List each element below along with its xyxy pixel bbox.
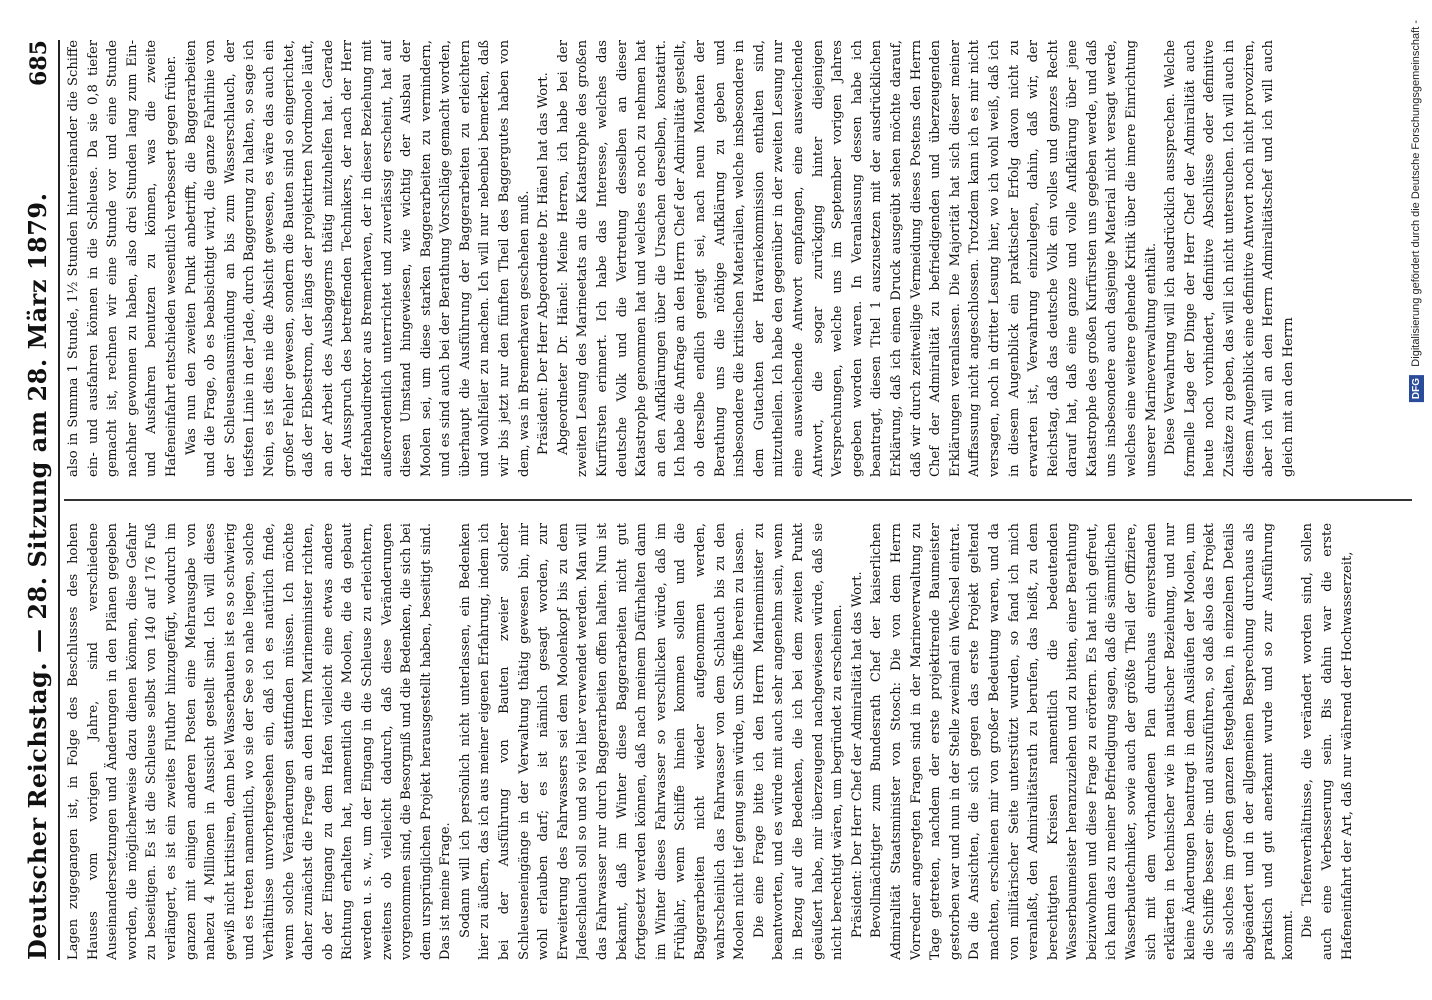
right-column	[64, 40, 1412, 477]
paragraph: Bevollmächtigter zum Bundesrath Chef der kaiserlichen Admiralität Staatsminister von Stosch: Die von dem Herrn Vorredner angeregten Fragen sind in der Marineverwaltung zu Tage getreten, nachdem der erste projektirende Baumeister gestorben war und nun in der Stelle zweimal ein Wechsel eintrat. Da die Ansichten, die sich gegen das erste Projekt geltend machten, erschienen mir von großer Bedeutung waren, und da von militärischer Seite unterstützt wurden, so fand ich mich veranlaßt, den Admiralitätsrath zu berufen, das heißt, zu dem berechtigten Kreisen namentlich die bedeutenden Wasserbaumeister heranzuziehen und zu bitten, einer Berathung beizuwohnen und diese Frage zu erörtern. Es hat mich gefreut, ich kann das zu meiner Befriedigung sagen, daß die sämmtlichen Wasserbautechniker, sowie auch der größte Theil der Offiziere, sich mit dem vorhandenen Plan durchaus einverstanden erklärten in technischer wie in nautischer Beziehung, und nur kleine Änderungen beantragt in dem Ausläufen der Moolen, um die Schiffe besser ein- und auszuführen, so daß also das Projekt als solches im großen ganzen festgehalten, in einzelnen Details abgeändert und in der allgemeinen Besprechung durchaus als praktisch und gut anerkannt wurde und so zur Ausführung kommt.	[869, 523, 1296, 960]
left-column	[64, 523, 1412, 960]
running-header	[18, 40, 60, 960]
paragraph: also in Summa 1 Stunde, 1½ Stunden hintereinander die Schiffe ein- und ausfahren können in die Schleuse. Da sie 0,8 tiefer gemacht ist, rechnen wir eine Stunde vor und eine Stunde nachher gewonnen zu haben, also drei Stunden lang zum Ein- und Ausfahren benutzen zu können, was die zweite Hafeneinfahrt entschieden wesentlich verbessert gegen früher.	[66, 40, 179, 477]
header-title: Deutscher Reichstag. — 28. Sitzung am 28. März 1879.	[23, 192, 52, 960]
column-rule	[64, 499, 1412, 501]
text-columns	[64, 40, 1412, 960]
paragraph: Die eine Frage bitte ich den Herrn Marineminister zu beantworten, und es würde mit auch sehr angenehm sein, wenn in Bezug auf die Bedenken, die ich bei dem zweiten Punkt geäußert habe, mir überzeugend nachgewiesen würde, daß sie nicht berechtigt wären, um begründet zu erscheinen.	[751, 523, 846, 960]
paragraph: Diese Verwahrung will ich ausdrücklich aussprechen. Welche formelle Lage der Dinge der Herr Chef der Admiralität auch heute noch vorhindert, definitive Abschlüsse oder definitive Zusätze zu geben, das will ich nicht untersuchen. Ich will auch in diesem Augenblick eine definitive Antwort noch nicht provoziren, aber ich will an den Herrn Admiralitätschef und ich will auch gleich mit an den Herrn	[1163, 40, 1296, 477]
speaker-paragraph: Präsident: Der Herr Chef der Admiralität hat das Wort.	[849, 571, 865, 938]
page-number: 685	[26, 40, 52, 86]
paragraph: Sodann will ich persönlich nicht unterlassen, ein Bedenken hier zu äußern, das ich aus meiner eigenen Erfahrung, indem ich bei der Ausführung von Bauten zweier solcher Schleuseneingänge in der Verwaltung thätig gewesen bin, mir wohl erlauben darf; es ist nämlich gesagt worden, zur Erweiterung des Fahrwassers sei dem Moolenkopf bis zu dem Jadeschlauch soll so und so viel hier verwendet werden. Man will das Fahrwasser nur durch Baggerarbeiten offen halten. Nun ist bekannt, daß im Winter diese Baggerarbeiten nicht gut fortgesetzt werden können, daß nach meinem Dafürhalten dann im Winter dieses Fahrwasser so verschlicken würde, daß im Frühjahr, wenn Schiffe hinein kommen sollen und die Baggerarbeiten nicht wieder aufgenommen werden, wahrscheinlich das Fahrwasser von dem Schlauch bis zu den Moolen nicht tief genug sein würde, um Schiffe herein zu lassen.	[457, 523, 748, 960]
paragraph: Die Tiefenverhältnisse, die verändert worden sind, sollen auch eine Verbesserung sein. Bis dahin war die erste Hafeneinfahrt der Art, daß nur während der Hochwasserzeit,	[1300, 523, 1355, 960]
digitization-sidebar	[1400, 0, 1432, 1000]
paragraph: Was nun den zweiten Punkt anbetrifft, die Baggerarbeiten und die Frage, ob es beabsichtigt wird, die ganze Fahrlinie von der Schleusenausmündung an bis zum Wasserschlauch, der tiefsten Linie in der Jade, durch Baggerung zu halten, so sage ich Nein, es ist dies nie die Absicht gewesen, es wäre das auch ein großer Fehler gewesen, sondern die Bauten sind so eingerichtet, daß der Ebbestrom, der längs der projektirten Nordmoole läuft, an der Arbeit des Ausbaggerns thätig mitzuhelfen hat. Gerade der Ausspruch des betreffenden Technikers, der nach der Herr Hafenbaudirektor aus Bremerhaven, der in dieser Beziehung mit außerordentlich unterrichtet und zuverlässig erscheint, hat auf diesen Umstand hingewiesen, wie wichtig der Ausbau der Moolen sei, um diese starken Baggerarbeiten zu vermindern, und es sind auch bei der Berathung Vorschläge gemacht worden, überhaupt die Ausführung der Baggerarbeiten zu erleichtern und wohlfeiler zu machen. Ich will nur nebenbei bemerken, daß wir bis jetzt nur den fünften Theil des Baggergutes haben von dem, was in Bremerhaven geschehen muß.	[183, 40, 532, 477]
speaker-paragraph: Präsident: Der Herr Abgeordnete Dr. Hänel hat das Wort.	[536, 72, 552, 455]
funding-note: Digitalisierung gefördert durch die Deutsche Forschungsgemeinschaft -	[1410, 20, 1422, 367]
paragraph: Abgeordneter Dr. Hänel: Meine Herren, ich habe bei der zweiten Lesung des Marineetats an die Katastrophe des großen Kurfürsten erinnert. Ich habe das Interesse, welches das deutsche Volk und die Vertretung desselben an dieser Katastrophe genommen hat und welches es noch zu nehmen hat an den Aufklärungen über die Ursachen derselben, konstatirt. Ich habe die Anfrage an den Herrn Chef der Admiralität gestellt, ob derselbe endlich geneigt sei, nach neun Monaten der Berathung uns die nöthige Aufklärung zu geben und insbesondere die kritischen Materialien, welche insbesondere in dem Gutachten der Havariekommission enthalten sind, mitzutheilen. Ich habe den gegenüber in der zweiten Lesung nur eine ausweichende Antwort empfangen, eine ausweichende Antwort, die sogar zurückging hinter diejenigen Versprechungen, welche uns im September vorigen Jahres gegeben worden waren. In Veranlassung dessen habe ich beantragt, diesen Titel 1 auszusetzen mit der ausdrücklichen Erklärung, daß ich einen Druck ausgeübt sehen möchte darauf, daß wir durch zeitweilige Vermeidung dieses Postens den Herrn Chef der Admiralität zu befriedigenden und überzeugenden Erklärungen veranlassen. Die Majorität hat sich dieser meiner Auffassung nicht angeschlossen. Trotzdem kann ich es mir nicht versagen, noch in dritter Lesung hier, wo ich wohl weiß, daß ich in diesem Augenblick ein praktischer Erfolg davon nicht zu erwarten ist, Verwahrung einzulegen, dahin, daß wir, der Reichstag, daß das deutsche Volk ein volles und ganzes Recht darauf hat, daß eine ganze und volle Aufklärung über jene Katastrophe des großen Kurfürsten uns gegeben werde, und daß uns insbesondere auch dasjenige Material nicht versagt werde, welches eine weitere gehende Kritik über die innere Einrichtung unserer Marineverwaltung enthält.	[555, 40, 1159, 477]
paragraph: Lagen zugegangen ist, in Folge des Beschlusses des hohen Hauses vom vorigen Jahre, sind verschiedene Auseinandersetzungen und Änderungen in den Plänen gegeben worden, die möglicherweise dazu dienen können, diese Gefahr zu beseitigen. Es ist die Schleuse selbst von 140 auf 176 Fuß verlängert, es ist ein zweites Fluthor hinzugefügt, wodurch im ganzen mit einigen anderen Posten eine Mehrausgabe von nahezu 4 Millionen in Aussicht gestellt sind. Ich will dieses gewiß nicht kritisiren, denn bei Wasserbauten ist es so schwierig und es treten namentlich, wo sie der See so nahe liegen, solche Verhältnisse unvorhergesehen ein, daß ich es natürlich finde, wenn solche Veränderungen stattfinden müssen. Ich möchte daher zunächst die Frage an den Herrn Marineminister richten, ob der Eingang zu dem Hafen vielleicht eine etwas andere Richtung erhalten hat, namentlich die Moolen, die da gebaut werden u. s. w., um der Eingang in die Schleuse zu erleichtern, zweitens ob vielleicht dadurch, daß diese Veränderungen vorgenommen sind, die Besorgniß und die Bedenken, die sich bei dem ursprünglichen Projekt herausgestellt haben, beseitigt sind. Das ist meine Frage.	[66, 523, 454, 960]
dfg-logo: DFG	[1409, 375, 1424, 402]
